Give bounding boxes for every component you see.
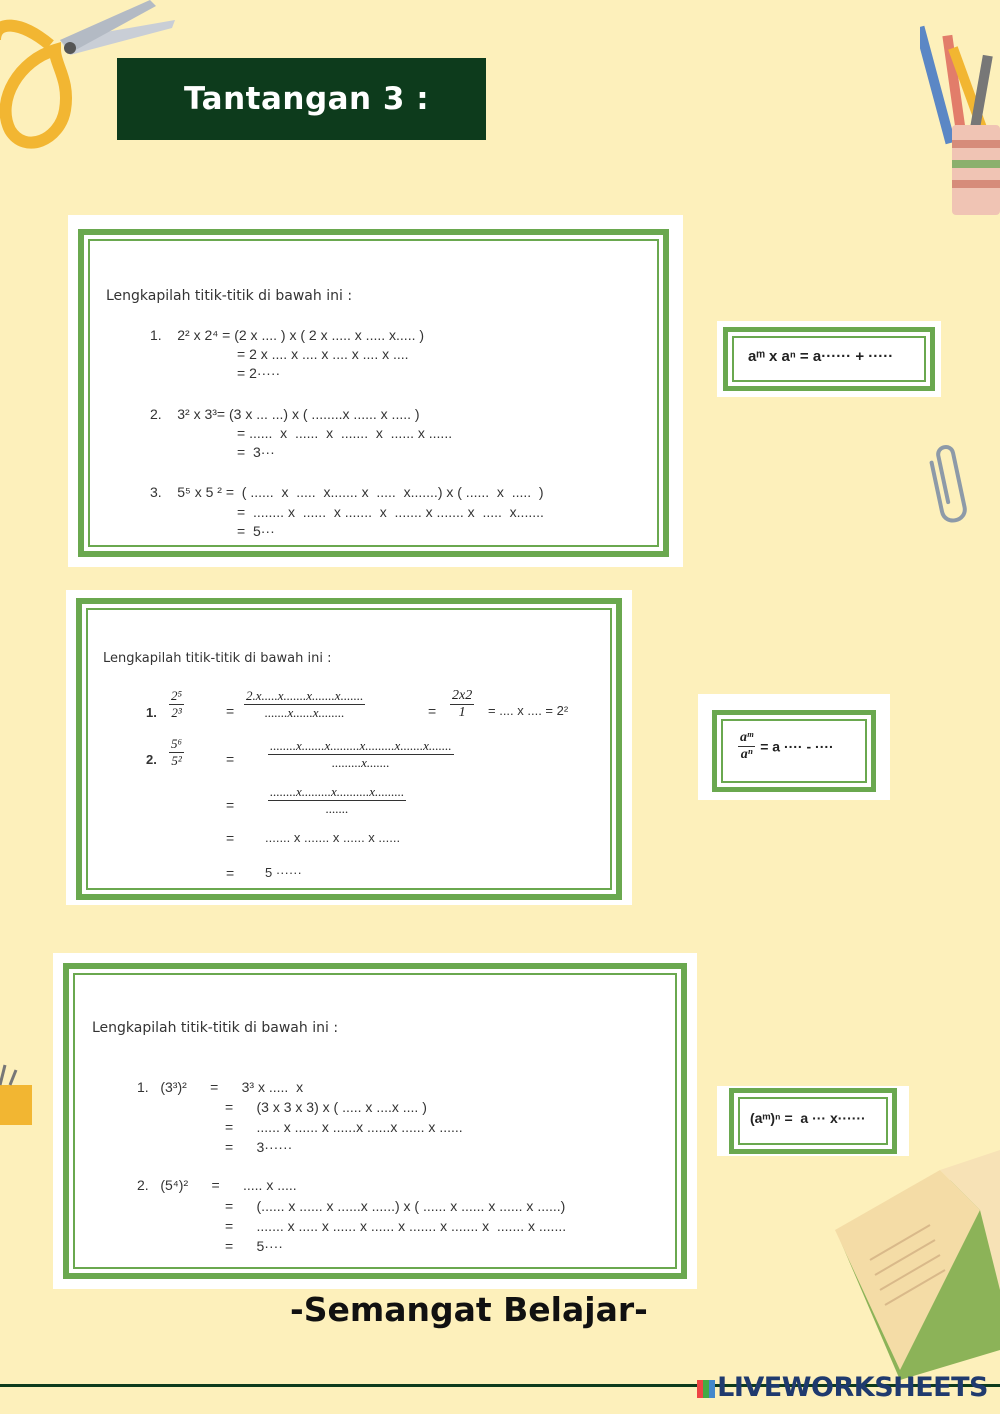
binder-clip-icon <box>0 1060 40 1130</box>
power-rule: (aᵐ)ⁿ = a ··· x······ <box>750 1110 866 1126</box>
brand-text: LIVEWORKSHEETS <box>717 1372 988 1403</box>
card2-q2-eq3: = <box>226 830 235 846</box>
card2-q1-eq: = <box>226 703 235 719</box>
card3-line-4: = 3······ <box>225 1139 293 1155</box>
card3-line-8: = 5···· <box>225 1238 283 1254</box>
card2-q2-step2-bot: ....... <box>325 801 349 816</box>
card3-instruction: Lengkapilah titik-titik di bawah ini : <box>92 1020 339 1036</box>
card2-q1-simpl-bot: 1 <box>458 705 466 720</box>
card2-q2-step4: 5 ······ <box>265 865 302 880</box>
card1-line-6: = 3··· <box>237 444 275 460</box>
quotient-rule-rest: = a ···· - ···· <box>760 738 834 755</box>
product-rule: aᵐ x aⁿ = a······ + ····· <box>748 348 894 365</box>
card3-line-1: 1. (3³)² = 3³ x ..... x <box>137 1079 304 1095</box>
rule-box-product <box>717 321 941 397</box>
exercise-card-2 <box>66 590 632 905</box>
card2-q2-frac-bot: 5² <box>171 753 182 768</box>
motto-text: -Semangat Belajar- <box>290 1290 648 1329</box>
card2-q1-expand-top: 2.x.....x.......x.......x....... <box>246 688 364 703</box>
pencil-cup-icon <box>920 15 1000 215</box>
card2-q2-expand-top: ........x.......x.........x.........x.......x....... <box>270 738 452 753</box>
brand-logo <box>697 1372 988 1403</box>
card2-q2-frac-top: 5⁶ <box>171 736 183 751</box>
card1-line-1: 1. 2² x 2⁴ = (2 x .... ) x ( 2 x ..... x ..... x..... ) <box>150 327 425 343</box>
card3-line-2: = (3 x 3 x 3) x ( ..... x ....x .... ) <box>225 1099 427 1115</box>
card2-q1-frac-bot: 2³ <box>171 705 182 720</box>
card2-q1-expand-bot: .......x......x........ <box>264 705 345 720</box>
card2-q2-label: 2. <box>146 752 157 767</box>
page-title <box>117 58 486 140</box>
card2-q2-step3: ....... x ....... x ...... x ...... <box>265 830 401 845</box>
card3-line-6: = (...... x ...... x ......x ......) x ( ...... x ...... x ...... x ......) <box>225 1198 566 1214</box>
quotient-rule-top: aᵐ <box>740 730 754 745</box>
card3-line-7: = ....... x ..... x ...... x ...... x ....... x ....... x ....... x ....... <box>225 1218 567 1234</box>
card1-instruction: Lengkapilah titik-titik di bawah ini : <box>106 288 353 304</box>
card1-line-8: = ........ x ...... x ....... x ....... x ....... x ..... x....... <box>237 504 544 520</box>
card2-q2-eq: = <box>226 751 235 767</box>
exercise-card-1 <box>68 215 683 567</box>
card3-line-5: 2. (5⁴)² = ..... x ..... <box>137 1177 297 1193</box>
card2-q1-simpl-top: 2x2 <box>452 688 473 703</box>
rule-box-quotient <box>698 694 890 800</box>
card2-q2-eq4: = <box>226 865 235 881</box>
card1-line-9: = 5··· <box>237 523 275 539</box>
card2-q1-frac-top: 2⁵ <box>171 688 183 703</box>
card1-line-2: = 2 x .... x .... x .... x .... x .... <box>237 346 409 362</box>
quotient-rule-bot: aⁿ <box>740 747 753 762</box>
card1-line-5: = ...... x ...... x ....... x ...... x ...... <box>237 425 453 441</box>
card3-line-3: = ...... x ...... x ......x ......x ...... x ...... <box>225 1119 463 1135</box>
brand-icon <box>697 1380 715 1398</box>
rule-box-power <box>717 1086 909 1156</box>
card2-instruction: Lengkapilah titik-titik di bawah ini : <box>103 651 332 666</box>
card2-q2-eq2: = <box>226 797 235 813</box>
open-book-icon <box>830 1150 1000 1380</box>
exercise-card-3 <box>53 953 697 1289</box>
card1-line-4: 2. 3² x 3³= (3 x ... ...) x ( ........x ...... x ..... ) <box>150 406 420 422</box>
card1-line-7: 3. 5⁵ x 5 ² = ( ...... x ..... x....... x ..... x.......) x ( ...... x ..... ) <box>150 484 544 500</box>
card2-q1-result: = .... x .... = 2² <box>488 703 569 718</box>
card1-line-3: = 2····· <box>237 365 281 381</box>
card2-q2-step2-top: ........x.........x..........x......... <box>270 784 405 799</box>
paperclip-icon <box>925 440 970 535</box>
card2-q2-expand-bot: .........x....... <box>331 755 390 770</box>
page-title-text: Tantangan 3 : <box>184 81 430 117</box>
card2-q1-label: 1. <box>146 705 157 720</box>
card2-q1-eq2: = <box>428 703 437 719</box>
